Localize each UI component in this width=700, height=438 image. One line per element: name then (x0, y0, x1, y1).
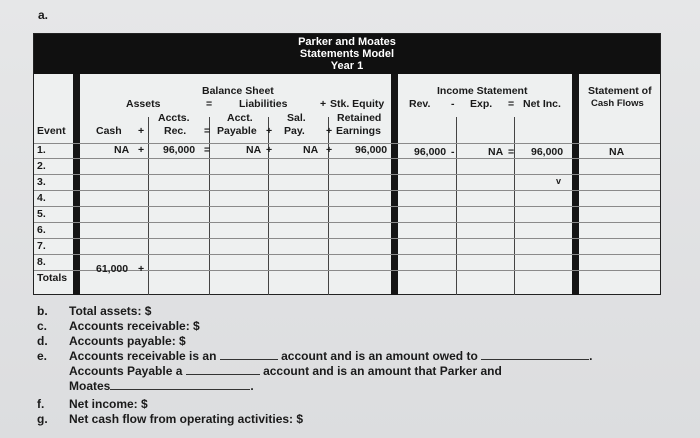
question-e-text-1a: Accounts receivable is an (69, 349, 217, 363)
event-number: 3. (37, 176, 46, 188)
op-plus: + (138, 144, 145, 156)
question-e-line2 (69, 364, 502, 378)
totals-label: Totals (37, 272, 68, 284)
event-number: 1. (37, 144, 46, 156)
op-equals: = (508, 146, 515, 158)
row-line (34, 222, 660, 223)
row1-accounts-receivable: 96,000 (163, 144, 196, 156)
op-minus: - (451, 146, 455, 158)
question-e-text-2b: account and is an amount that Parker and (263, 364, 502, 378)
question-e-text-2a: Accounts Payable a (69, 364, 183, 378)
col-event: Event (37, 125, 66, 137)
op-equals: = (204, 125, 211, 137)
question-e-label: e. (37, 349, 48, 363)
row1-accounts-payable: NA (246, 144, 262, 156)
col-cash: Cash (96, 125, 122, 137)
event-number: 7. (37, 240, 46, 252)
op-plus: + (138, 125, 145, 137)
liabilities-heading: Liabilities (239, 98, 288, 110)
question-c-label: c. (37, 319, 48, 333)
balance-sheet-heading: Balance Sheet (202, 85, 274, 97)
op-plus: + (266, 125, 273, 137)
answer-blank[interactable] (481, 359, 589, 360)
answer-blank[interactable] (110, 389, 250, 390)
question-g-text: Net cash flow from operating activities: $ (69, 412, 304, 426)
event-number: 6. (37, 224, 46, 236)
col-exp: Exp. (470, 98, 493, 110)
col-earnings: Earnings (336, 125, 381, 137)
op-plus: + (266, 144, 273, 156)
col-acct: Acct. (227, 112, 253, 124)
row-line (34, 254, 660, 255)
statement-of-heading: Statement of (588, 85, 652, 97)
row1-cash: NA (114, 144, 130, 156)
op-minus: - (451, 98, 455, 110)
answer-blank[interactable] (220, 359, 278, 360)
separator-bs-is (391, 74, 398, 295)
question-e-text-3b: . (250, 379, 254, 393)
col-rec: Rec. (164, 125, 187, 137)
part-a-label: a. (38, 8, 49, 22)
totals-cash: 61,000 (96, 263, 129, 275)
stk-equity-heading: Stk. Equity (330, 98, 385, 110)
question-d-label: d. (37, 334, 48, 348)
question-e-line3 (69, 379, 254, 393)
op-equals: = (508, 98, 515, 110)
check-mark: v (556, 176, 562, 186)
assets-heading: Assets (126, 98, 161, 110)
question-e-text-1b: account and is an amount owed to (281, 349, 478, 363)
event-number: 2. (37, 160, 46, 172)
model-title: Statements Model (299, 48, 395, 60)
row1-salaries-payable: NA (303, 144, 319, 156)
row1-revenue: 96,000 (414, 146, 447, 158)
row1-net-income: 96,000 (531, 146, 564, 158)
question-d-text: Accounts payable: $ (69, 334, 186, 348)
question-c-text: Accounts receivable: $ (69, 319, 200, 333)
row1-cash-flow: NA (609, 146, 625, 158)
col-payable: Payable (217, 125, 257, 137)
row-line (34, 174, 660, 175)
income-statement-heading: Income Statement (437, 85, 528, 97)
company-title: Parker and Moates (298, 36, 396, 48)
op-plus: + (138, 263, 145, 275)
question-e-line1 (69, 349, 592, 363)
statements-model-table (33, 33, 661, 295)
op-plus: + (326, 144, 333, 156)
col-sal: Sal. (287, 112, 306, 124)
op-equals: = (206, 98, 213, 110)
year-title: Year 1 (330, 60, 364, 72)
question-f-label: f. (37, 397, 45, 411)
question-e-text-1c: . (589, 349, 593, 363)
col-rev: Rev. (409, 98, 431, 110)
col-net-income: Net Inc. (523, 98, 561, 110)
row-line (34, 190, 660, 191)
question-b-text: Total assets: $ (69, 304, 152, 318)
event-number: 8. (37, 256, 46, 268)
row-line (34, 238, 660, 239)
row1-retained-earnings: 96,000 (355, 144, 388, 156)
op-equals: = (204, 144, 211, 156)
separator-is-cf (572, 74, 579, 295)
col-pay: Pay. (284, 125, 305, 137)
event-number: 4. (37, 192, 46, 204)
answer-blank[interactable] (186, 374, 260, 375)
row-line (34, 158, 660, 159)
event-number: 5. (37, 208, 46, 220)
op-plus: + (320, 98, 327, 110)
question-e-text-3a: Moates (69, 379, 111, 393)
row1-expense: NA (488, 146, 504, 158)
question-b-label: b. (37, 304, 48, 318)
table-header-band (34, 34, 660, 74)
op-plus: + (326, 125, 333, 137)
question-f-text: Net income: $ (69, 397, 148, 411)
col-retained: Retained (337, 112, 382, 124)
cash-flows-heading: Cash Flows (591, 98, 644, 109)
row-line (34, 206, 660, 207)
separator-event (73, 74, 80, 295)
col-accts: Accts. (158, 112, 190, 124)
question-g-label: g. (37, 412, 48, 426)
